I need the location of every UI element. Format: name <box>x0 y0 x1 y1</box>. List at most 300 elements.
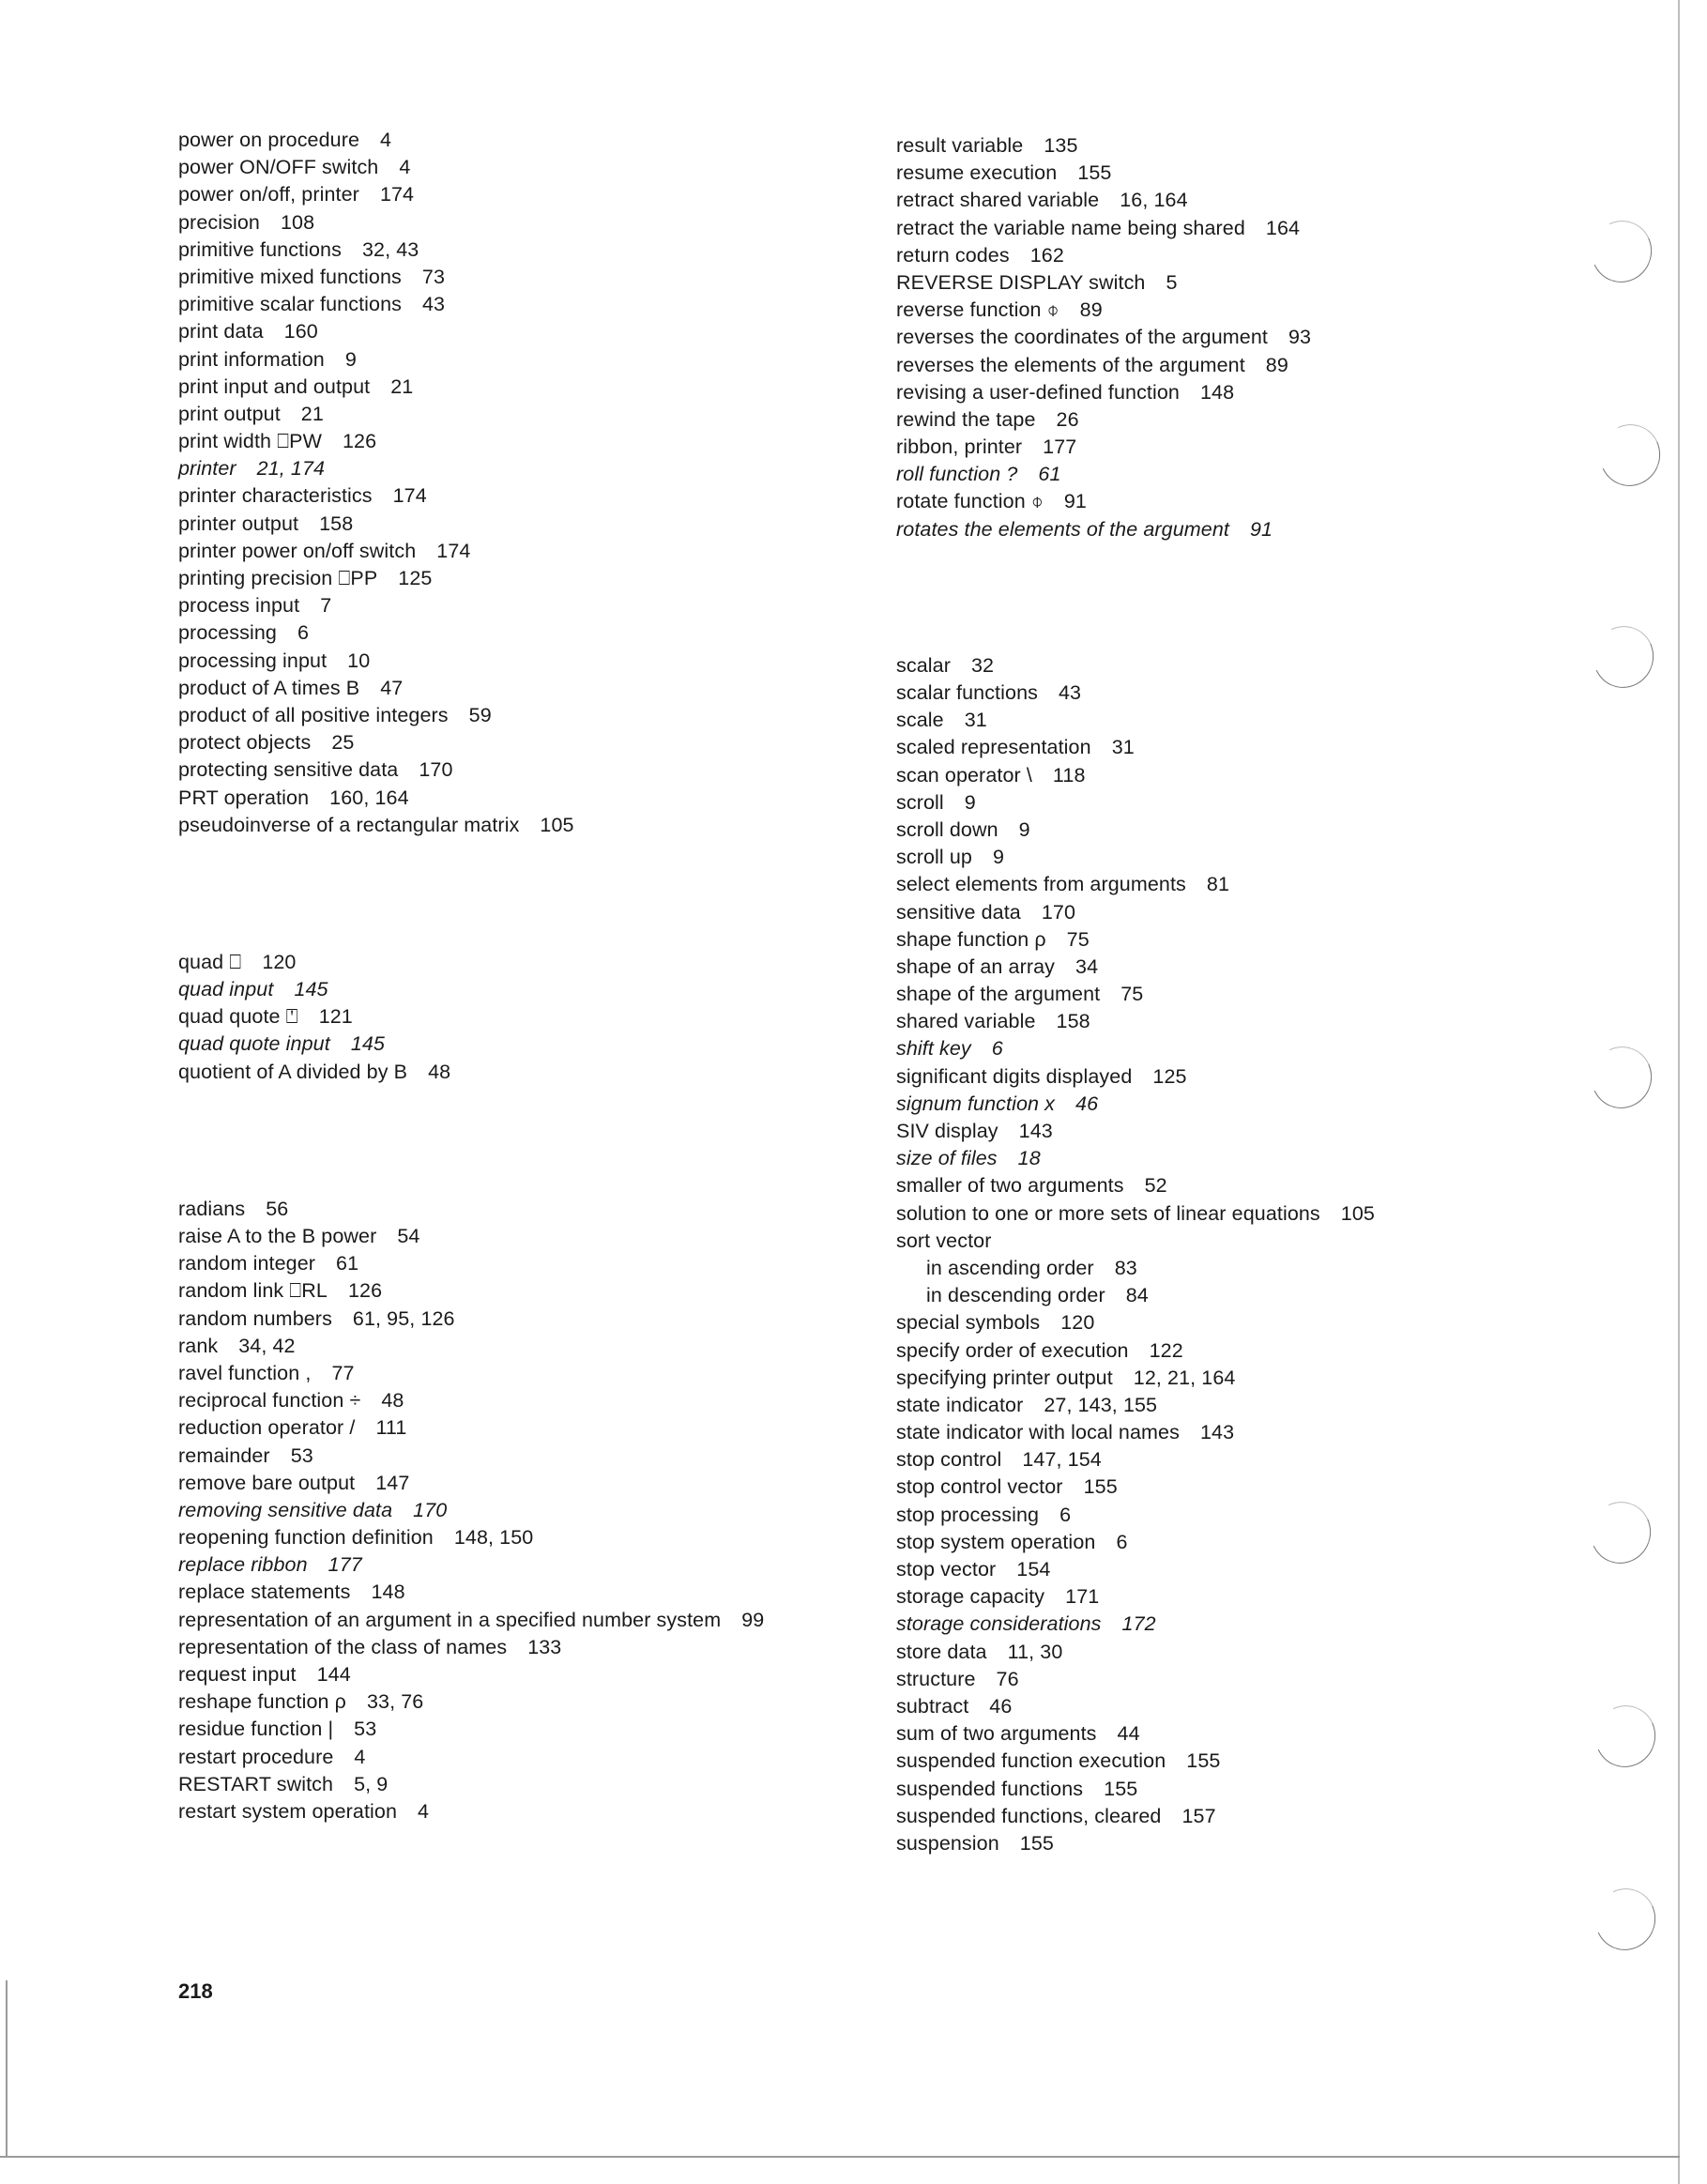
index-entry <box>178 1688 892 1716</box>
index-letter-group-q <box>178 949 892 1086</box>
index-page-refs: 125 <box>398 567 433 589</box>
index-page-refs: 148 <box>1200 380 1235 404</box>
index-entry <box>896 516 1628 543</box>
index-term: store data <box>896 1640 987 1663</box>
index-subentry <box>896 1255 1628 1282</box>
index-entry <box>896 1091 1628 1118</box>
index-page-refs: 160 <box>283 320 318 344</box>
index-page-refs: 157 <box>1181 1804 1216 1827</box>
index-term: removing sensitive data <box>178 1498 393 1521</box>
index-page-refs: 91 <box>1063 490 1087 513</box>
index-term: radians <box>178 1197 246 1220</box>
index-term: random numbers <box>178 1306 332 1330</box>
index-entry <box>178 756 892 784</box>
index-entry <box>896 734 1628 761</box>
index-page-refs: 91 <box>1249 517 1273 541</box>
index-page-refs: 177 <box>328 1553 362 1577</box>
index-page-refs: 126 <box>343 430 377 453</box>
index-term: pseudoinverse of a rectangular matrix <box>178 813 520 836</box>
index-term: size of files <box>896 1147 998 1170</box>
index-entry <box>178 592 892 619</box>
index-page-refs: 9 <box>992 846 1005 869</box>
index-term: processing <box>178 621 277 645</box>
index-entry <box>896 1556 1628 1583</box>
index-entry <box>178 648 892 675</box>
index-term: ribbon, printer <box>896 435 1023 459</box>
index-entry <box>896 981 1628 1008</box>
index-term: precision <box>178 210 260 234</box>
index-entry <box>896 817 1628 844</box>
index-page-refs: 155 <box>1104 1777 1138 1800</box>
index-entry <box>178 785 892 812</box>
index-entry <box>896 1583 1628 1611</box>
index-term: retract shared variable <box>896 189 1100 212</box>
index-term: suspended functions, cleared <box>896 1804 1162 1827</box>
index-term: print data <box>178 320 264 344</box>
index-term: power on/off, printer <box>178 183 359 206</box>
index-term: replace ribbon <box>178 1553 308 1577</box>
index-entry <box>896 1446 1628 1474</box>
index-term: print width ⎕PW <box>178 430 322 453</box>
index-page-refs: 9 <box>964 790 976 814</box>
index-page-refs: 147, 154 <box>1022 1448 1102 1472</box>
index-page-refs: 16, 164 <box>1120 189 1188 212</box>
index-page-refs: 160, 164 <box>329 786 409 809</box>
index-entry <box>178 1551 892 1579</box>
index-page-refs: 32, 43 <box>361 237 419 261</box>
index-entry <box>896 434 1628 461</box>
index-entry <box>896 844 1628 871</box>
index-entry <box>896 1419 1628 1446</box>
index-page-refs: 73 <box>421 265 446 288</box>
index-term: product of all positive integers <box>178 703 449 726</box>
index-entry <box>896 187 1628 214</box>
index-term: reverses the coordinates of the argument <box>896 326 1268 349</box>
index-page-refs: 164 <box>1265 216 1301 239</box>
index-page-refs: 108 <box>280 210 315 234</box>
index-page-refs: 118 <box>1052 763 1086 787</box>
index-page-refs: 143 <box>1018 1120 1053 1142</box>
index-entry <box>896 1337 1628 1365</box>
index-page-refs: 5, 9 <box>354 1772 389 1795</box>
index-term: sum of two arguments <box>896 1722 1097 1746</box>
index-column-right <box>896 132 1628 1857</box>
index-term: shift key <box>896 1037 971 1061</box>
index-page-refs: 48 <box>381 1389 404 1413</box>
index-entry <box>896 242 1628 269</box>
index-entry <box>896 1200 1628 1228</box>
index-page-refs: 75 <box>1066 927 1090 951</box>
index-page-refs: 54 <box>397 1225 420 1247</box>
index-page-refs: 6 <box>297 621 310 645</box>
index-page-refs: 172 <box>1121 1612 1156 1636</box>
index-entry <box>178 482 892 510</box>
index-entry <box>178 401 892 428</box>
index-entry <box>896 1063 1628 1091</box>
index-page-refs: 10 <box>347 649 371 672</box>
index-term: storage capacity <box>896 1585 1045 1609</box>
index-term: quad quote input <box>178 1032 330 1056</box>
index-term: specify order of execution <box>896 1338 1129 1362</box>
index-page-refs: 83 <box>1114 1256 1137 1279</box>
index-page-refs: 89 <box>1079 298 1103 322</box>
index-term: primitive functions <box>178 237 342 261</box>
index-page-refs: 155 <box>1083 1475 1118 1499</box>
index-term: protect objects <box>178 731 312 755</box>
index-entry <box>896 926 1628 954</box>
index-page-refs: 61 <box>336 1252 359 1275</box>
index-entry <box>178 1470 892 1497</box>
index-term: signum function x <box>896 1092 1056 1115</box>
index-page-refs: 177 <box>1043 435 1077 459</box>
index-entry <box>178 1634 892 1661</box>
index-page-refs: 21, 174 <box>256 457 326 481</box>
index-entry <box>178 374 892 401</box>
index-entry <box>896 1309 1628 1336</box>
index-page-refs: 9 <box>344 347 357 371</box>
index-page-refs: 46 <box>1075 1092 1099 1115</box>
index-page-refs: 43 <box>422 293 446 316</box>
index-entry <box>178 455 892 482</box>
index-term: raise A to the B power <box>178 1225 377 1247</box>
index-entry <box>178 209 892 237</box>
index-page-refs: 121 <box>318 1005 353 1029</box>
index-entry <box>178 154 892 181</box>
index-page-refs: 125 <box>1152 1064 1187 1088</box>
index-entry <box>896 324 1628 351</box>
index-page-refs: 84 <box>1125 1284 1149 1307</box>
index-letter-group-r <box>178 1196 892 1825</box>
index-entry <box>896 132 1628 160</box>
index-entry <box>896 352 1628 379</box>
index-entry <box>178 264 892 291</box>
page-edge-right <box>1678 0 1680 2184</box>
index-term: quad ⎕ <box>178 950 242 973</box>
letter-group-gap <box>178 839 892 949</box>
index-term: sensitive data <box>896 900 1021 924</box>
index-term: residue function | <box>178 1718 334 1741</box>
index-term: state indicator with local names <box>896 1421 1180 1444</box>
index-term: solution to one or more sets of linear equations <box>896 1201 1320 1225</box>
index-entry <box>178 1250 892 1277</box>
index-term: retract the variable name being shared <box>896 216 1245 239</box>
index-page-refs: 81 <box>1206 873 1230 896</box>
index-page-refs: 43 <box>1058 681 1082 704</box>
index-entry <box>178 702 892 729</box>
index-entry <box>896 1611 1628 1638</box>
index-page-refs: 162 <box>1029 243 1064 267</box>
index-page-refs: 174 <box>379 183 415 206</box>
index-term: stop control vector <box>896 1475 1063 1499</box>
index-page-refs: 61, 95, 126 <box>352 1306 455 1330</box>
index-entry <box>178 1443 892 1470</box>
index-entry <box>178 428 892 455</box>
index-term: quad quote ⍞ <box>178 1005 298 1029</box>
index-term: storage considerations <box>896 1612 1102 1636</box>
index-page-refs: 105 <box>540 813 574 836</box>
index-term: restart procedure <box>178 1745 334 1768</box>
index-entry <box>896 899 1628 926</box>
index-term: PRT operation <box>178 786 310 809</box>
index-entry <box>178 1306 892 1333</box>
index-entry <box>178 1333 892 1360</box>
index-entry <box>178 976 892 1003</box>
index-entry <box>896 1776 1628 1803</box>
index-entry <box>178 1524 892 1551</box>
index-entry <box>178 1059 892 1086</box>
index-term: rotate function ⌽ <box>896 490 1044 513</box>
index-entry <box>896 680 1628 707</box>
index-term: scaled representation <box>896 736 1091 759</box>
index-term: return codes <box>896 243 1010 267</box>
index-page-refs: 158 <box>1056 1010 1090 1033</box>
index-page-refs: 47 <box>380 676 404 699</box>
index-page-refs: 155 <box>1019 1831 1054 1855</box>
index-term: print output <box>178 402 281 425</box>
index-entry <box>178 949 892 976</box>
index-entry <box>896 406 1628 434</box>
index-page-refs: 122 <box>1149 1338 1183 1362</box>
index-term: processing input <box>178 649 328 672</box>
index-page-refs: 155 <box>1186 1749 1221 1773</box>
index-page-refs: 53 <box>354 1718 377 1741</box>
index-term: reverses the elements of the argument <box>896 353 1245 376</box>
index-page-refs: 4 <box>399 156 411 179</box>
index-term: process input <box>178 594 300 618</box>
index-page-refs: 46 <box>989 1694 1013 1718</box>
index-page-refs: 155 <box>1077 161 1112 185</box>
index-page-refs: 6 <box>991 1037 1003 1061</box>
index-term: scalar <box>896 653 951 677</box>
index-page-refs: 31 <box>1111 736 1135 759</box>
index-page-refs: 133 <box>527 1635 562 1658</box>
index-page-refs: 158 <box>319 512 354 535</box>
index-entry <box>178 291 892 318</box>
index-page-refs: 171 <box>1065 1585 1100 1609</box>
index-entry <box>896 1502 1628 1529</box>
index-term: printing precision ⎕PP <box>178 567 378 589</box>
index-page-refs: 170 <box>413 1498 448 1521</box>
index-page-refs: 18 <box>1017 1147 1041 1170</box>
index-term: printer power on/off switch <box>178 539 417 562</box>
index-page-refs: 126 <box>348 1279 383 1303</box>
index-page-refs: 6 <box>1116 1530 1128 1553</box>
index-term: reduction operator / <box>178 1416 356 1440</box>
index-term: remainder <box>178 1443 270 1467</box>
index-entry <box>178 511 892 538</box>
index-entry <box>178 1414 892 1442</box>
index-page-refs: 174 <box>392 484 427 508</box>
index-entry <box>178 1497 892 1524</box>
index-term: print information <box>178 347 325 371</box>
index-page-refs: 34, 42 <box>238 1334 296 1357</box>
index-term: quotient of A divided by B <box>178 1060 408 1083</box>
index-entry <box>178 1579 892 1606</box>
index-page-refs: 75 <box>1120 983 1144 1006</box>
index-page-refs: 21 <box>300 402 324 425</box>
index-entry <box>896 379 1628 406</box>
index-term: reopening function definition <box>178 1526 434 1550</box>
index-letter-group-p <box>178 127 892 839</box>
index-page-refs: 170 <box>1041 900 1076 924</box>
index-term: shape of an array <box>896 955 1056 978</box>
index-term: power on procedure <box>178 129 360 151</box>
index-entry <box>896 1365 1628 1392</box>
index-entry <box>178 538 892 565</box>
index-page-refs: 9 <box>1018 817 1030 841</box>
index-page-refs: 7 <box>320 594 332 618</box>
index-entry <box>178 1744 892 1771</box>
index-page-refs: 59 <box>468 703 492 726</box>
index-entry <box>178 675 892 702</box>
index-term: in descending order <box>926 1284 1105 1307</box>
index-entry <box>896 954 1628 981</box>
index-entry <box>178 1360 892 1387</box>
index-term: representation of an argument in a specified number system <box>178 1608 722 1631</box>
index-letter-group-r <box>896 132 1628 543</box>
index-page-refs: 4 <box>354 1745 366 1768</box>
index-term: in ascending order <box>926 1256 1094 1279</box>
index-entry <box>896 215 1628 242</box>
index-term: reshape function ρ <box>178 1690 346 1714</box>
index-page-refs: 99 <box>741 1608 765 1631</box>
index-entry <box>896 269 1628 297</box>
index-term: random link ⎕RL <box>178 1279 328 1303</box>
index-subentry <box>896 1282 1628 1309</box>
index-entry <box>896 1392 1628 1419</box>
index-term: significant digits displayed <box>896 1064 1133 1088</box>
index-page-refs: 27, 143, 155 <box>1044 1393 1158 1416</box>
index-term: shape function ρ <box>896 927 1046 951</box>
index-page-refs: 48 <box>428 1060 451 1083</box>
index-page-refs: 135 <box>1044 134 1078 157</box>
index-entry <box>896 1748 1628 1775</box>
index-page-refs: 44 <box>1117 1722 1140 1746</box>
index-term: specifying printer output <box>896 1366 1113 1389</box>
index-term: stop vector <box>896 1558 997 1581</box>
index-term: printer <box>178 457 236 481</box>
index-page-refs: 52 <box>1144 1174 1167 1198</box>
index-page-refs: 61 <box>1038 463 1061 486</box>
index-entry <box>178 1277 892 1305</box>
index-term: structure <box>896 1667 976 1690</box>
index-entry <box>178 565 892 592</box>
index-entry <box>178 318 892 345</box>
index-term: product of A times B <box>178 676 360 699</box>
index-term: reverse function ⌽ <box>896 298 1059 322</box>
index-column-left <box>178 127 892 1825</box>
index-term: rotates the elements of the argument <box>896 517 1229 541</box>
index-entry <box>896 1666 1628 1693</box>
index-entry <box>896 1720 1628 1748</box>
index-page-refs: 105 <box>1340 1201 1375 1225</box>
index-entry <box>178 1196 892 1223</box>
index-page-refs: 4 <box>418 1799 430 1823</box>
index-term: scroll <box>896 790 944 814</box>
index-entry <box>896 789 1628 817</box>
index-page-refs: 32 <box>970 653 995 677</box>
index-entry <box>896 1639 1628 1666</box>
index-page-refs: 76 <box>996 1667 1019 1690</box>
index-page-refs: 120 <box>1060 1311 1095 1335</box>
index-term: smaller of two arguments <box>896 1174 1124 1198</box>
index-page-refs: 89 <box>1265 353 1288 376</box>
index-term: stop control <box>896 1448 1002 1472</box>
index-term: representation of the class of names <box>178 1635 508 1658</box>
index-term: protecting sensitive data <box>178 758 399 782</box>
index-entry <box>178 1716 892 1743</box>
index-entry <box>178 1661 892 1688</box>
index-term: SIV display <box>896 1120 998 1142</box>
index-term: suspended function execution <box>896 1749 1166 1773</box>
index-term: REVERSE DISPLAY switch <box>896 270 1146 294</box>
page-edge-bottom <box>0 2156 1680 2158</box>
index-term: scale <box>896 709 944 732</box>
index-page-refs: 33, 76 <box>366 1690 424 1714</box>
index-entry <box>178 1387 892 1414</box>
index-entry <box>178 1771 892 1798</box>
index-term: quad input <box>178 978 274 1001</box>
index-term: resume execution <box>896 161 1058 185</box>
index-page-refs: 5 <box>1166 270 1178 294</box>
index-term: power ON/OFF switch <box>178 156 379 179</box>
index-page-refs: 145 <box>294 978 328 1001</box>
index-page-refs: 25 <box>331 731 355 755</box>
index-term: printer output <box>178 512 299 535</box>
letter-group-gap <box>178 1086 892 1196</box>
index-entry <box>178 1031 892 1058</box>
index-entry <box>178 127 892 154</box>
index-entry <box>178 729 892 756</box>
index-page-refs: 12, 21, 164 <box>1133 1366 1236 1389</box>
index-term: suspension <box>896 1831 999 1855</box>
index-entry <box>178 812 892 839</box>
index-term: printer characteristics <box>178 484 373 508</box>
index-entry <box>896 707 1628 734</box>
index-term: shared variable <box>896 1010 1036 1033</box>
page-edge-left <box>6 1980 8 2157</box>
index-entry <box>896 1035 1628 1062</box>
index-entry <box>896 1693 1628 1720</box>
index-entry <box>178 619 892 647</box>
index-page-refs: 144 <box>316 1663 351 1686</box>
index-letter-group-s <box>896 652 1628 1857</box>
index-term: shape of the argument <box>896 983 1101 1006</box>
index-page-refs: 93 <box>1288 326 1312 349</box>
index-term: ravel function , <box>178 1361 312 1384</box>
index-entry <box>896 1228 1628 1255</box>
index-entry <box>896 871 1628 898</box>
index-term: remove bare output <box>178 1471 356 1494</box>
index-page-refs: 154 <box>1016 1558 1051 1581</box>
index-page-refs: 174 <box>436 539 471 562</box>
index-term: state indicator <box>896 1393 1024 1416</box>
index-term: result variable <box>896 134 1024 157</box>
index-entry <box>178 181 892 208</box>
index-term: select elements from arguments <box>896 873 1186 896</box>
index-entry <box>896 488 1628 515</box>
index-entry <box>178 1003 892 1031</box>
index-entry <box>896 1830 1628 1857</box>
page-number: 218 <box>178 1979 213 2003</box>
index-page-refs: 26 <box>1056 407 1079 431</box>
index-term: scan operator \ <box>896 763 1032 787</box>
index-page-refs: 6 <box>1059 1503 1072 1526</box>
index-page-refs: 145 <box>350 1032 385 1056</box>
index-term: scroll up <box>896 846 972 869</box>
index-term: special symbols <box>896 1311 1041 1335</box>
index-entry <box>178 346 892 374</box>
